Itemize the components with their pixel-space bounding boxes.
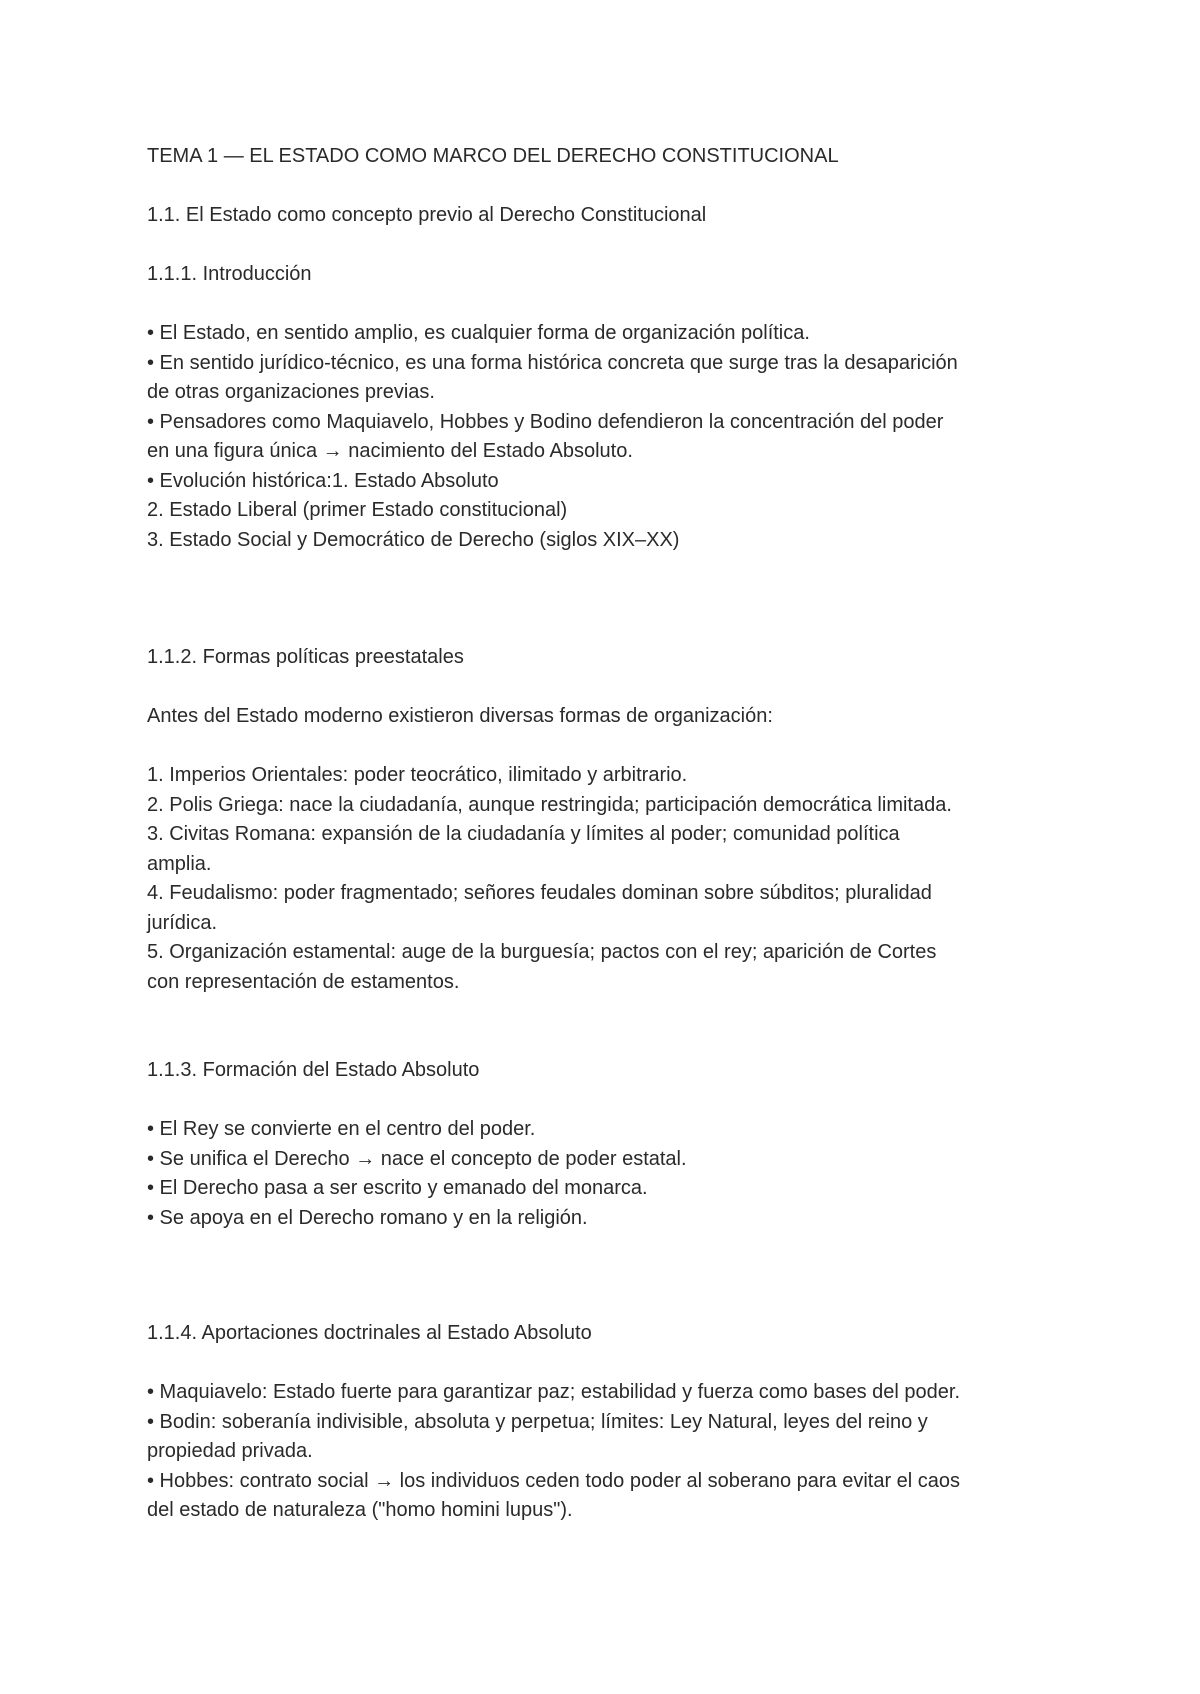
section-body-1-1-1 xyxy=(147,319,1077,555)
section-heading-1-1-4: 1.1.4. Aportaciones doctrinales al Estado Absoluto xyxy=(147,1322,592,1344)
section-body-1-1-3 xyxy=(147,1115,1077,1233)
text-line: en una figura única → nacimiento del Estado Absoluto. xyxy=(147,440,633,462)
text-line: • Bodin: soberanía indivisible, absoluta y perpetua; límites: Ley Natural, leyes del reino y xyxy=(147,1410,928,1433)
list-item: con representación de estamentos. xyxy=(147,970,460,993)
document-page xyxy=(147,142,1077,1526)
section-heading-1-1-1: 1.1.1. Introducción xyxy=(147,263,312,285)
list-item: 2. Polis Griega: nace la ciudadanía, aunque restringida; participación democrática limitada. xyxy=(147,793,952,816)
section-body-1-1-4 xyxy=(147,1378,1077,1526)
text-line: 3. Estado Social y Democrático de Derecho (siglos XIX–XX) xyxy=(147,528,680,551)
spacer xyxy=(147,290,1077,320)
list-item: 4. Feudalismo: poder fragmentado; señores feudales dominan sobre súbditos; pluralidad xyxy=(147,882,932,904)
text-line: • El Rey se convierte en el centro del poder. xyxy=(147,1118,536,1140)
list-item: jurídica. xyxy=(147,911,218,934)
text-line: • En sentido jurídico-técnico, es una forma histórica concreta que surge tras la desaparición xyxy=(147,351,958,374)
text-line: • Hobbes: contrato social → los individuos ceden todo poder al soberano para evitar el caos xyxy=(147,1469,961,1492)
document-title: TEMA 1 — EL ESTADO COMO MARCO DEL DERECHO CONSTITUCIONAL xyxy=(147,145,839,167)
text-line: • El Derecho pasa a ser escrito y emanado del monarca. xyxy=(147,1177,648,1199)
spacer xyxy=(147,673,1077,703)
section-heading-1-1: 1.1. El Estado como concepto previo al Derecho Constitucional xyxy=(147,204,707,226)
text-line: • Se unifica el Derecho → nace el concepto de poder estatal. xyxy=(147,1147,687,1170)
section-body-1-1-2 xyxy=(147,761,1077,997)
text-line: • Pensadores como Maquiavelo, Hobbes y Bodino defendieron la concentración del poder xyxy=(147,410,944,433)
spacer xyxy=(147,555,1077,643)
text-line: • Evolución histórica:1. Estado Absoluto xyxy=(147,469,499,492)
section-heading-1-1-2: 1.1.2. Formas políticas preestatales xyxy=(147,646,464,668)
spacer xyxy=(147,1086,1077,1116)
list-item: 3. Civitas Romana: expansión de la ciudadanía y límites al poder; comunidad política xyxy=(147,823,900,845)
list-item: 1. Imperios Orientales: poder teocrático, ilimitado y arbitrario. xyxy=(147,764,688,786)
text-line: • Maquiavelo: Estado fuerte para garantizar paz; estabilidad y fuerza como bases del poder. xyxy=(147,1381,961,1403)
spacer xyxy=(147,997,1077,1056)
spacer xyxy=(147,1349,1077,1379)
text-line: propiedad privada. xyxy=(147,1440,313,1462)
section-heading-1-1-3: 1.1.3. Formación del Estado Absoluto xyxy=(147,1059,480,1081)
spacer xyxy=(147,231,1077,261)
spacer xyxy=(147,732,1077,762)
text-line: del estado de naturaleza ("homo homini lupus"). xyxy=(147,1499,573,1521)
section-intro-1-1-2: Antes del Estado moderno existieron diversas formas de organización: xyxy=(147,705,773,727)
spacer xyxy=(147,172,1077,202)
text-line: 2. Estado Liberal (primer Estado constitucional) xyxy=(147,499,568,521)
list-item: 5. Organización estamental: auge de la burguesía; pactos con el rey; aparición de Cortes xyxy=(147,941,937,963)
spacer xyxy=(147,1233,1077,1319)
list-item: amplia. xyxy=(147,852,212,875)
text-line: • El Estado, en sentido amplio, es cualquier forma de organización política. xyxy=(147,322,810,344)
text-line: • Se apoya en el Derecho romano y en la religión. xyxy=(147,1206,588,1229)
text-line: de otras organizaciones previas. xyxy=(147,381,435,403)
